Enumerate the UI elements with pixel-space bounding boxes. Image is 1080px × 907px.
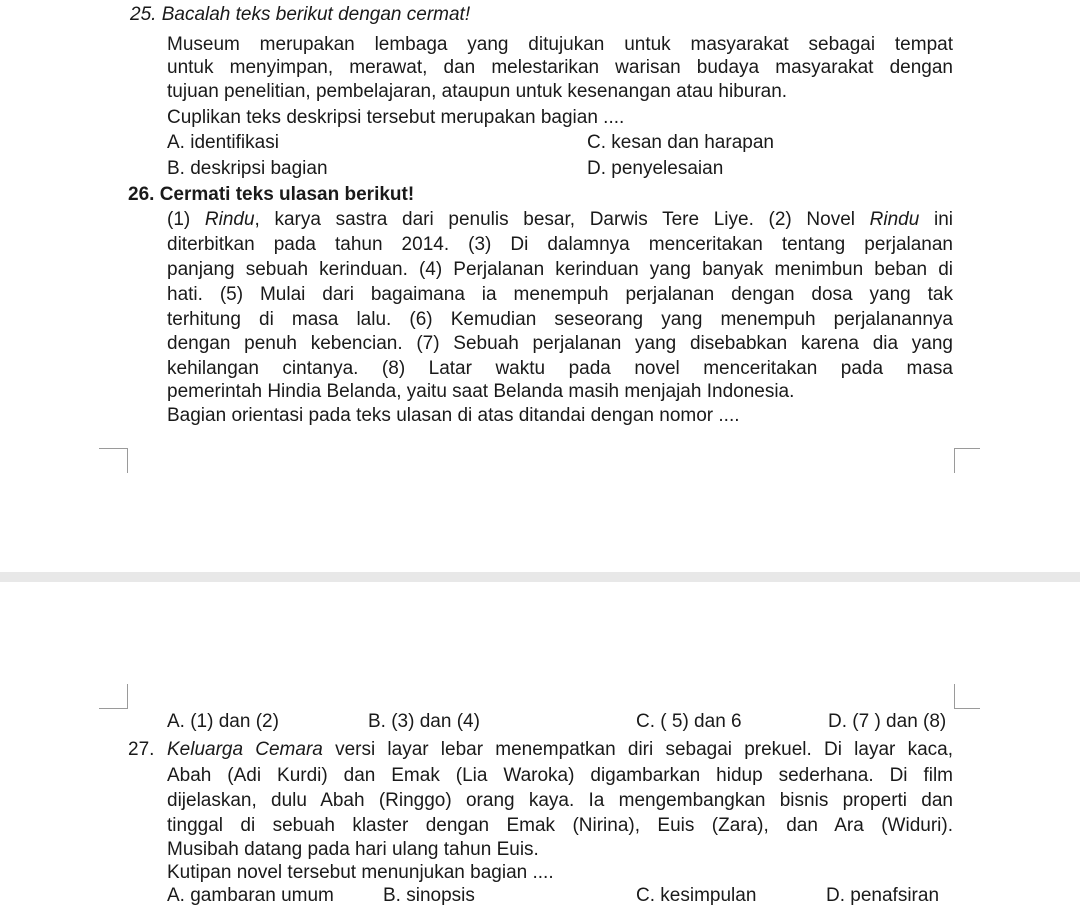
q27-option-c: C. kesimpulan <box>636 885 757 906</box>
q26-passage-line-6: dengan penuh kebencian. (7) Sebuah perjalanan yang disebabkan karena dia yang <box>167 333 953 354</box>
q25-question: Cuplikan teks deskripsi tersebut merupakan bagian .... <box>167 107 625 128</box>
q26-option-d: D. (7 ) dan (8) <box>828 711 947 732</box>
corner-mark <box>954 684 955 709</box>
q25-passage-line-1: Museum merupakan lembaga yang ditujukan untuk masyarakat sebagai tempat <box>167 34 953 55</box>
corner-mark <box>99 708 128 709</box>
q26-heading <box>128 184 414 206</box>
q26-l1-part: , karya sastra dari penulis besar, Darwis Tere Liye. (2) Novel <box>254 209 870 230</box>
corner-mark <box>99 448 128 449</box>
q26-option-c: C. ( 5) dan 6 <box>636 711 742 732</box>
q25-option-d: D. penyelesaian <box>587 158 724 179</box>
q27-passage-line-1 <box>167 739 953 761</box>
q26-passage-line-5: terhitung di masa lalu. (6) Kemudian seseorang yang menempuh perjalanannya <box>167 309 953 330</box>
q25-heading <box>130 4 470 26</box>
q27-option-b: B. sinopsis <box>383 885 475 906</box>
q25-passage-line-3: tujuan penelitian, pembelajaran, ataupun untuk kesenangan atau hiburan. <box>167 81 788 102</box>
q26-l1-part: (1) <box>167 209 205 230</box>
q26-passage-line-4: hati. (5) Mulai dari bagaimana ia menempuh perjalanan dengan dosa yang tak <box>167 284 953 305</box>
q26-option-b: B. (3) dan (4) <box>368 711 480 732</box>
corner-mark <box>954 448 955 473</box>
q27-question: Kutipan novel tersebut menunjukan bagian .... <box>167 862 554 883</box>
q27-passage-line-5: Musibah datang pada hari ulang tahun Euis. <box>167 839 539 860</box>
q25-option-b: B. deskripsi bagian <box>167 158 328 179</box>
q25-option-a: A. identifikasi <box>167 132 279 153</box>
q26-passage-line-7: kehilangan cintanya. (8) Latar waktu pada novel menceritakan pada masa <box>167 358 953 379</box>
corner-mark <box>127 448 128 473</box>
q26-title: Cermati teks ulasan berikut! <box>159 184 415 205</box>
q26-passage-line-2: diterbitkan pada tahun 2014. (3) Di dalamnya menceritakan tentang perjalanan <box>167 234 953 255</box>
q25-option-c: C. kesan dan harapan <box>587 132 774 153</box>
q26-question: Bagian orientasi pada teks ulasan di atas ditandai dengan nomor .... <box>167 405 740 426</box>
q26-passage-line-3: panjang sebuah kerinduan. (4) Perjalanan kerinduan yang banyak menimbun beban di <box>167 259 953 280</box>
q27-passage-line-2: Abah (Adi Kurdi) dan Emak (Lia Waroka) digambarkan hidup sederhana. Di film <box>167 765 953 786</box>
corner-mark <box>127 684 128 709</box>
q27-passage-line-4: tinggal di sebuah klaster dengan Emak (Nirina), Euis (Zara), dan Ara (Widuri). <box>167 815 953 836</box>
q27-passage-line-3: dijelaskan, dulu Abah (Ringgo) orang kaya. Ia mengembangkan bisnis properti dan <box>167 790 953 811</box>
q26-l1-part: ini <box>919 209 953 230</box>
q27-number: 27. <box>128 739 155 760</box>
q26-option-a: A. (1) dan (2) <box>167 711 279 732</box>
q26-passage-line-8: pemerintah Hindia Belanda, yaitu saat Belanda masih menjajah Indonesia. <box>167 381 795 402</box>
q27-option-a: A. gambaran umum <box>167 885 334 906</box>
corner-mark <box>954 448 980 449</box>
q26-number: 26. <box>128 184 155 205</box>
q27-film-title: Keluarga Cemara <box>167 739 323 760</box>
q26-novel-title: Rindu <box>204 209 255 230</box>
q27-option-d: D. penafsiran <box>826 885 940 906</box>
q27-l1-rest: versi layar lebar menempatkan diri sebagai prekuel. Di layar kaca, <box>322 739 953 760</box>
q25-number: 25. <box>130 4 157 25</box>
q25-passage-line-2: untuk menyimpan, merawat, dan melestarikan warisan budaya masyarakat dengan <box>167 57 953 78</box>
q26-passage-line-1 <box>167 209 953 231</box>
corner-mark <box>954 708 980 709</box>
page-break <box>0 572 1080 582</box>
q26-novel-title: Rindu <box>869 209 920 230</box>
q25-title: Bacalah teks berikut dengan cermat! <box>161 4 471 25</box>
